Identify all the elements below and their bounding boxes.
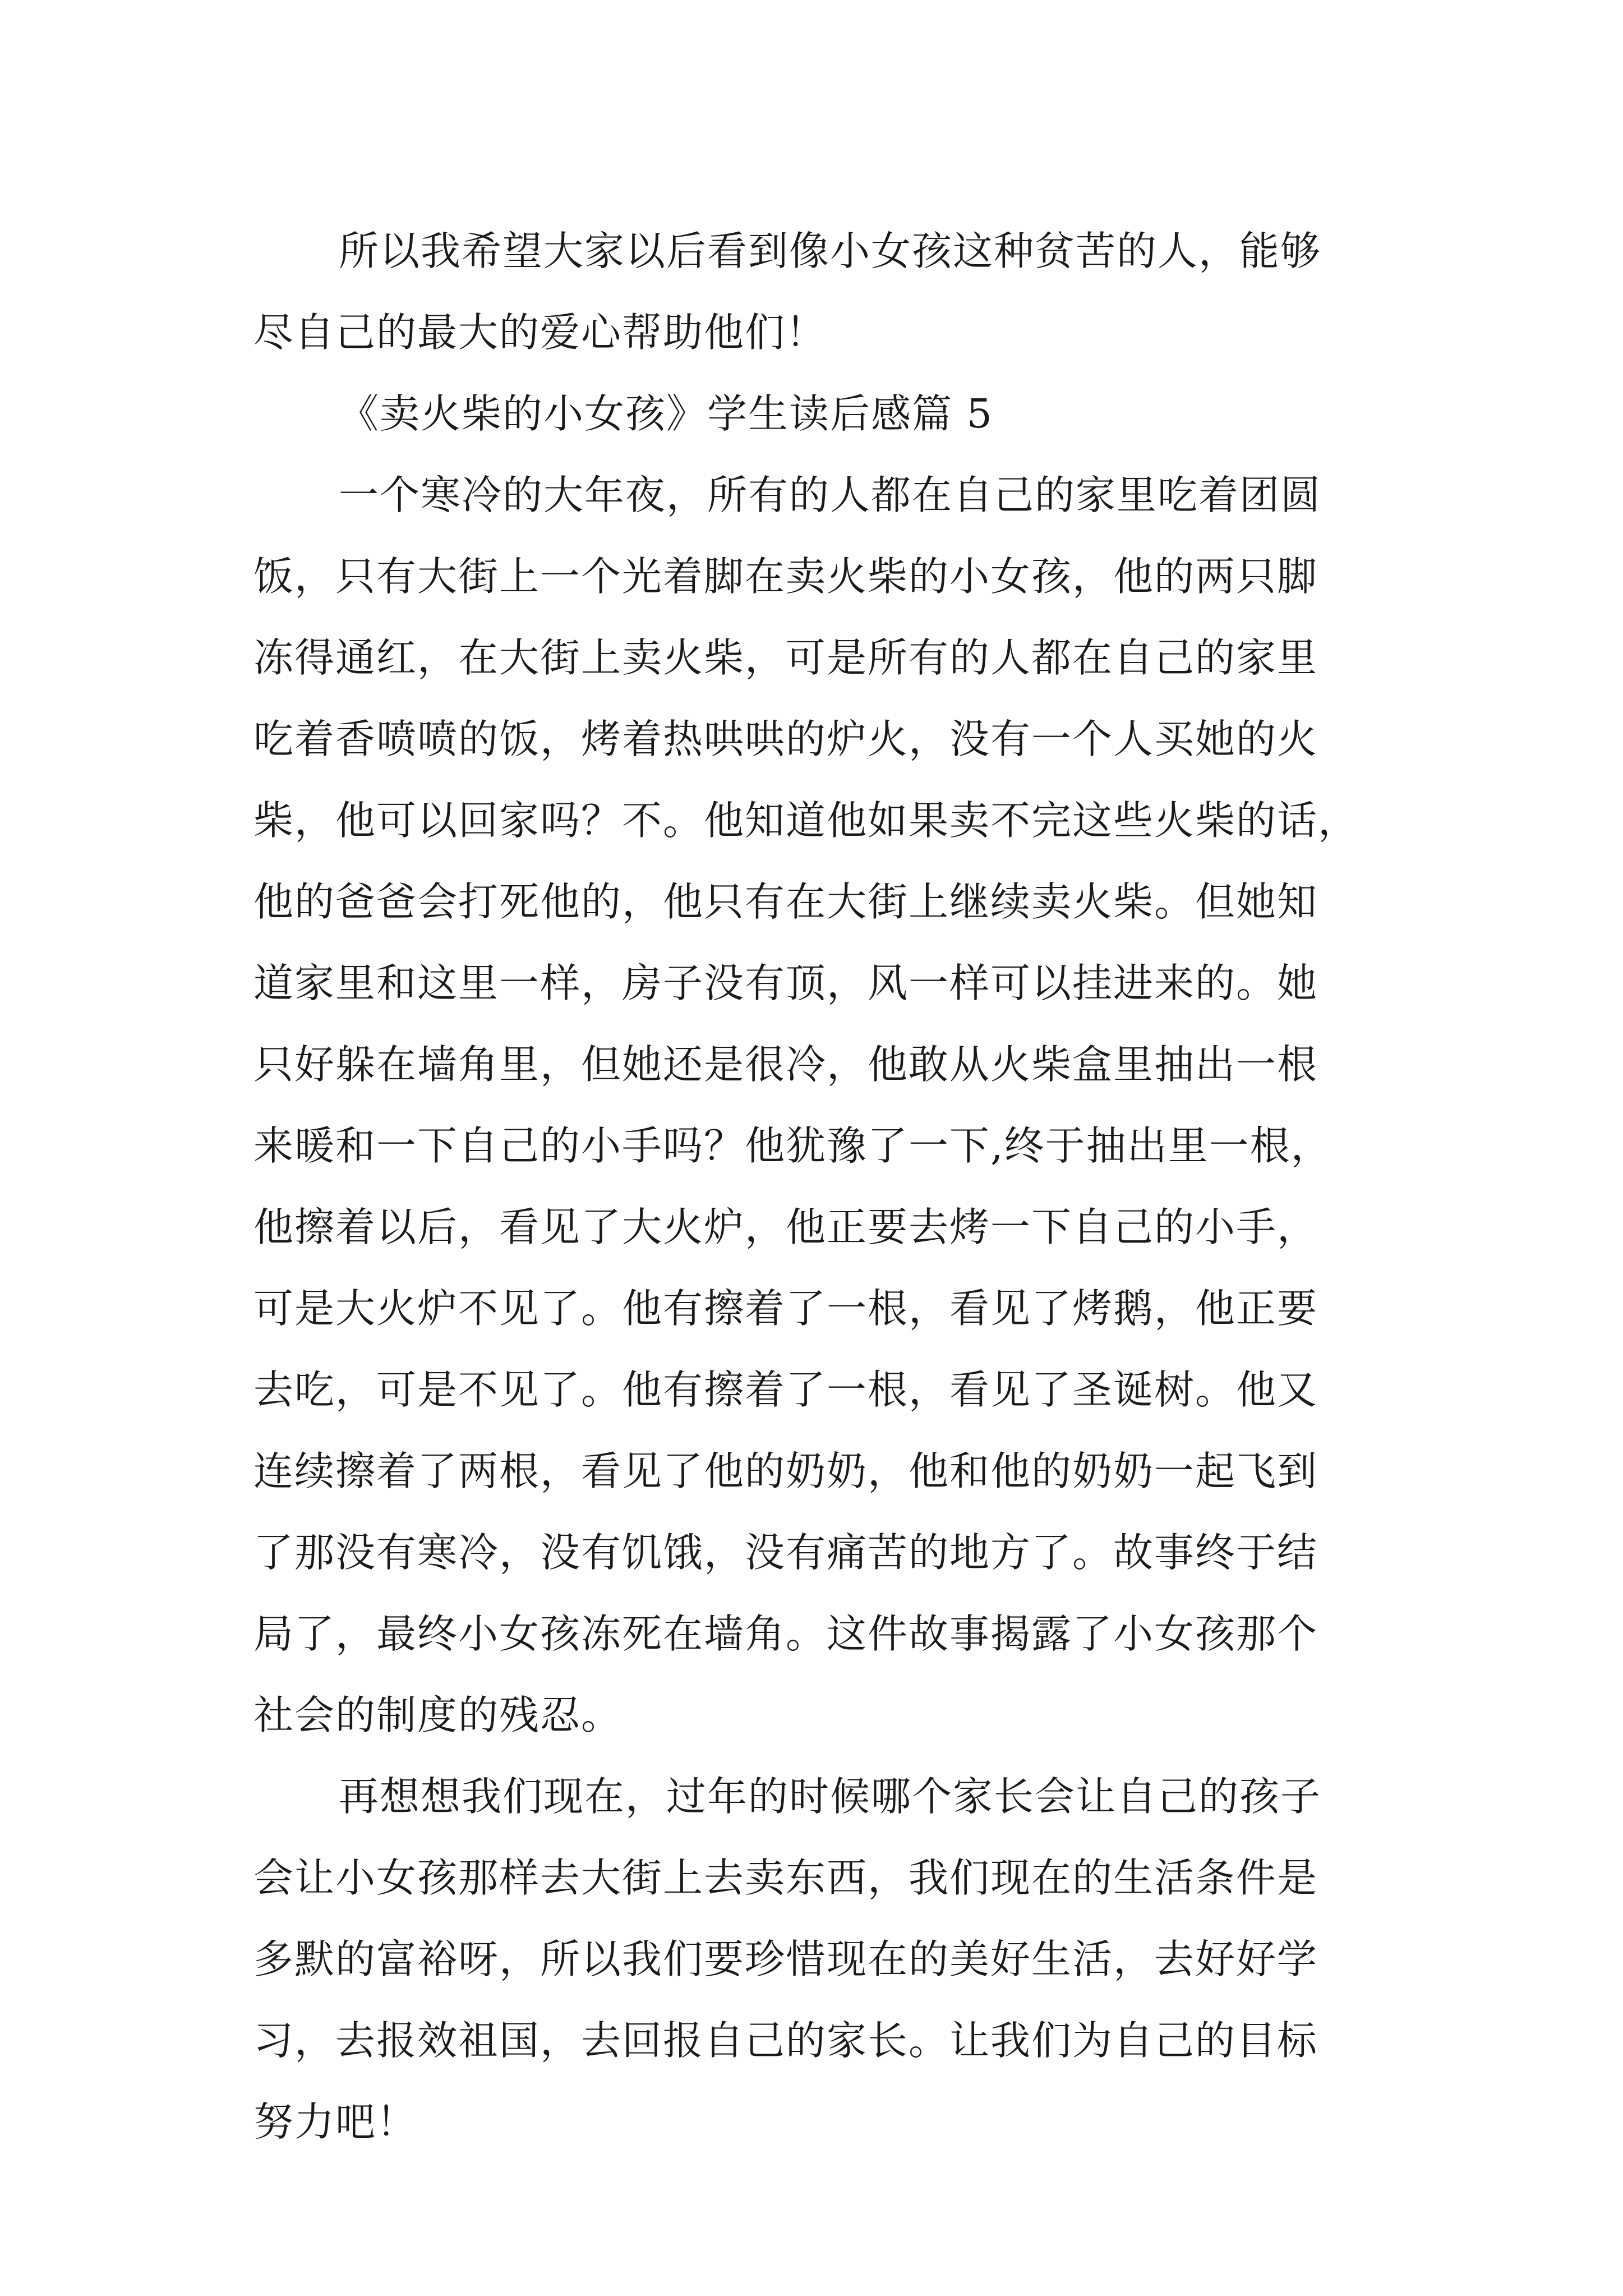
paragraph (253, 454, 1381, 1756)
text-line: 柴，他可以回家吗？不。他知道他如果卖不完这些火柴的话， (253, 797, 1359, 844)
text-line: 他擦着以后，看见了大火炉，他正要去烤一下自己的小手， (253, 1204, 1318, 1250)
text-line: 多默的富裕呀，所以我们要珍惜现在的美好生活，去好好学 (253, 1936, 1318, 1982)
text-line: 道家里和这里一样，房子没有顶，风一样可以挂进来的。她 (253, 960, 1318, 1006)
text-line: 冻得通红，在大街上卖火柴，可是所有的人都在自己的家里 (253, 634, 1318, 681)
text-line: 去吃，可是不见了。他有擦着了一根，看见了圣诞树。他又 (253, 1366, 1318, 1413)
text-line: 他的爸爸会打死他的，他只有在大街上继续卖火柴。但她知 (253, 878, 1318, 925)
text-line: 一个寒冷的大年夜，所有的人都在自己的家里吃着团圆 (339, 472, 1322, 518)
text-line: 尽自己的最大的爱心帮助他们！ (253, 309, 827, 356)
section-heading (253, 373, 1381, 454)
heading-text: 《卖火柴的小女孩》学生读后感篇 5 (339, 390, 993, 437)
text-line: 会让小女孩那样去大街上去卖东西，我们现在的生活条件是 (253, 1855, 1318, 1901)
text-line: 努力吧！ (253, 2099, 418, 2145)
paragraph (253, 210, 1381, 373)
text-line: 再想想我们现在，过年的时候哪个家长会让自己的孩子 (339, 1773, 1322, 1820)
text-line: 来暖和一下自己的小手吗？他犹豫了一下,终于抽出里一根， (253, 1122, 1332, 1169)
text-line: 局了，最终小女孩冻死在墙角。这件故事揭露了小女孩那个 (253, 1611, 1318, 1657)
paragraph (253, 1756, 1381, 2162)
document-body (253, 210, 1381, 2162)
text-line: 吃着香喷喷的饭，烤着热哄哄的炉火，没有一个人买她的火 (253, 716, 1318, 762)
text-line: 连续擦着了两根，看见了他的奶奶，他和他的奶奶一起飞到 (253, 1448, 1318, 1494)
text-line: 可是大火炉不见了。他有擦着了一根，看见了烤鹅，他正要 (253, 1285, 1318, 1332)
text-line: 只好躲在墙角里，但她还是很冷，他敢从火柴盒里抽出一根 (253, 1041, 1318, 1088)
text-line: 所以我希望大家以后看到像小女孩这种贫苦的人，能够 (339, 228, 1322, 274)
text-line: 了那没有寒冷，没有饥饿，没有痛苦的地方了。故事终于结 (253, 1529, 1318, 1576)
text-line: 社会的制度的残忍。 (253, 1692, 623, 1738)
text-line: 饭，只有大街上一个光着脚在卖火柴的小女孩，他的两只脚 (253, 553, 1318, 600)
text-line: 习，去报效祖国，去回报自己的家长。让我们为自己的目标 (253, 2017, 1318, 2064)
